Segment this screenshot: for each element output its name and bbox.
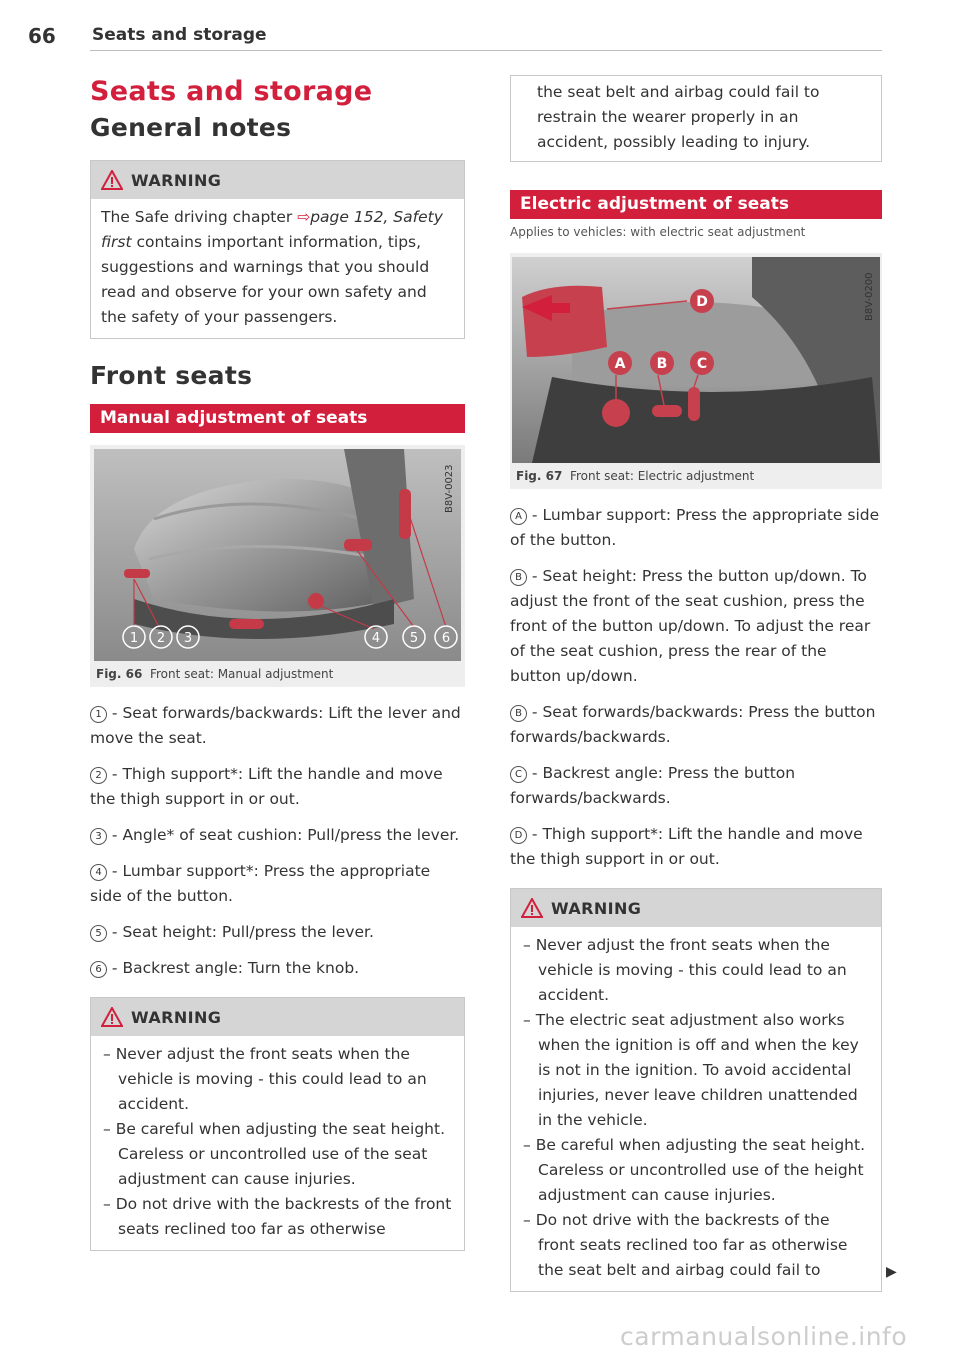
list-item: D - Thigh support*: Lift the handle and move the thigh support in or out. [510, 825, 863, 868]
seat-electric-drawing [512, 257, 880, 463]
warning-header [91, 998, 464, 1036]
list-item: B - Seat height: Press the button up/down. To adjust the front of the seat cushion, press the front of the button up/down. To adjust the rear of the seat cushion, press the rear of the button up/down. [510, 567, 871, 685]
marker-b: B [510, 569, 527, 586]
item-text: Seat height: Pull/press the lever. [122, 923, 374, 941]
watermark: carmanualsonline.info [620, 1322, 908, 1351]
warning-text-start: The Safe driving chapter [101, 208, 298, 226]
marker-2: 2 [90, 767, 107, 784]
left-column [90, 70, 465, 1251]
item-text: Angle* of seat cushion: Pull/press the lever. [122, 826, 460, 844]
item-text: Seat forwards/backwards: Press the button forwards/backwards. [510, 703, 876, 746]
callout-5: 5 [409, 631, 419, 646]
figure-67 [510, 253, 882, 489]
item-text: Lumbar support: Press the appropriate side of the button. [510, 506, 880, 549]
subsection-bar-electric-adjustment: Electric adjustment of seats [510, 190, 882, 219]
warning-bullet: – Never adjust the front seats when the vehicle is moving - this could lead to an accident. [521, 933, 871, 1008]
item-text: Backrest angle: Turn the knob. [122, 959, 360, 977]
marker-3: 3 [90, 828, 107, 845]
figure-67-caption-text: Front seat: Electric adjustment [569, 469, 755, 483]
section-heading-front-seats: Front seats [90, 361, 253, 390]
marker-a: A [510, 508, 527, 525]
figure-id-b8v-0200: B8V-0200 [864, 272, 875, 321]
warning-text [101, 205, 454, 330]
figure-66-caption [90, 661, 465, 683]
section-heading-general-notes: General notes [90, 113, 292, 142]
marker-d: D [510, 827, 527, 844]
warning-body [91, 199, 464, 338]
warning-box-continued [510, 75, 882, 162]
running-section-title: Seats and storage [92, 25, 267, 45]
warning-bullet-list [521, 933, 871, 1283]
callout-6: 6 [441, 631, 451, 646]
warning-body [91, 1036, 464, 1250]
callout-1: 1 [129, 631, 139, 646]
marker-4: 4 [90, 864, 107, 881]
list-item: 1 - Seat forwards/backwards: Lift the lever and move the seat. [90, 704, 461, 747]
warning-box-safety [90, 160, 465, 339]
marker-1: 1 [90, 706, 107, 723]
callout-2: 2 [156, 631, 166, 646]
item-text: Seat height: Press the button up/down. To adjust the front of the seat cushion, press the front of the button up/down. To adjust the rear of the seat cushion, press the rear of the button up/down. [510, 567, 871, 685]
warning-bullet: – Be careful when adjusting the seat height. Careless or uncontrolled use of the seat adjustment can cause injuries. [101, 1117, 454, 1192]
list-item: 3 - Angle* of seat cushion: Pull/press the lever. [90, 823, 465, 848]
warning-header [91, 161, 464, 199]
item-text: Backrest angle: Press the button forwards/backwards. [510, 764, 796, 807]
warning-continued-text: the seat belt and airbag could fail to restrain the wearer properly in an accident, possibly leading to injury. [537, 83, 820, 151]
item-text: Seat forwards/backwards: Lift the lever and move the seat. [90, 704, 461, 747]
figure-67-caption [510, 463, 882, 485]
list-item: C - Backrest angle: Press the button forwards/backwards. [510, 764, 796, 807]
list-item: 6 - Backrest angle: Turn the knob. [90, 956, 465, 981]
callout-a: A [614, 356, 626, 372]
marker-b: B [510, 705, 527, 722]
list-item: 2 - Thigh support*: Lift the handle and move the thigh support in or out. [90, 765, 443, 808]
page-header [28, 24, 882, 51]
warning-continued-body [511, 76, 881, 161]
item-text: Thigh support*: Lift the handle and move the thigh support in or out. [510, 825, 863, 868]
warning-header [511, 889, 881, 927]
page-reference-link[interactable]: page 152, [310, 208, 389, 226]
figure-67-label: Fig. 67 [516, 469, 563, 483]
warning-bullet: – Do not drive with the backrests of the front seats reclined too far as otherwise [101, 1192, 454, 1242]
warning-bullet: – Do not drive with the backrests of the front seats reclined too far as otherwise the seat belt and airbag could fail to [521, 1208, 871, 1283]
figure-id-b8v-0023: B8V-0023 [444, 464, 455, 513]
right-column [510, 75, 882, 1292]
warning-box-electric [510, 888, 882, 1292]
warning-label: WARNING [551, 898, 642, 918]
warning-label: WARNING [131, 170, 222, 190]
figure-66-caption-text: Front seat: Manual adjustment [149, 667, 334, 681]
warning-triangle-icon [521, 898, 543, 918]
warning-text-end: contains important information, tips, suggestions and warnings that you should read and observe for your own safety and the safety of your passengers. [101, 233, 430, 326]
page-reference-arrow-icon: ⇨ [297, 208, 311, 226]
item-text: Thigh support*: Lift the handle and move the thigh support in or out. [90, 765, 443, 808]
callout-d: D [696, 294, 708, 310]
warning-triangle-icon [101, 1007, 123, 1027]
warning-bullet: – The electric seat adjustment also works when the ignition is off and when the key is not in the ignition. To avoid accidental injuries, never leave children unattended in the vehicle. [521, 1008, 871, 1133]
list-item: 4 - Lumbar support*: Press the appropriate side of the button. [90, 862, 431, 905]
reference-chapter-title: Safety first [101, 208, 443, 251]
figure-66 [90, 445, 465, 687]
manual-seat-illustration [94, 449, 461, 661]
seat-manual-drawing [94, 449, 461, 661]
marker-5: 5 [90, 925, 107, 942]
figure-66-label: Fig. 66 [96, 667, 143, 681]
callout-c: C [696, 356, 708, 372]
list-item: B - Seat forwards/backwards: Press the button forwards/backwards. [510, 703, 876, 746]
applies-to-note: Applies to vehicles: with electric seat adjustment [510, 225, 806, 239]
page-number: 66 [28, 24, 56, 48]
warning-bullet-list [101, 1042, 454, 1242]
marker-6: 6 [90, 961, 107, 978]
warning-label: WARNING [131, 1007, 222, 1027]
marker-c: C [510, 766, 527, 783]
warning-bullet: – Be careful when adjusting the seat height. Careless or uncontrolled use of the height adjustment can cause injuries. [521, 1133, 871, 1208]
chapter-title: Seats and storage [90, 76, 373, 107]
electric-seat-illustration [512, 257, 880, 463]
callout-4: 4 [371, 631, 381, 646]
subsection-bar-manual-adjustment: Manual adjustment of seats [90, 404, 465, 433]
continue-arrow-icon: ▶ [886, 1264, 897, 1280]
warning-triangle-icon [101, 170, 123, 190]
warning-bullet: – Never adjust the front seats when the vehicle is moving - this could lead to an accident. [101, 1042, 454, 1117]
warning-body [511, 927, 881, 1291]
item-text: Lumbar support*: Press the appropriate side of the button. [90, 862, 431, 905]
list-item: A - Lumbar support: Press the appropriate side of the button. [510, 506, 880, 549]
list-item: 5 - Seat height: Pull/press the lever. [90, 920, 465, 945]
callout-3: 3 [183, 631, 193, 646]
warning-box-manual [90, 997, 465, 1251]
callout-b: B [656, 356, 668, 372]
